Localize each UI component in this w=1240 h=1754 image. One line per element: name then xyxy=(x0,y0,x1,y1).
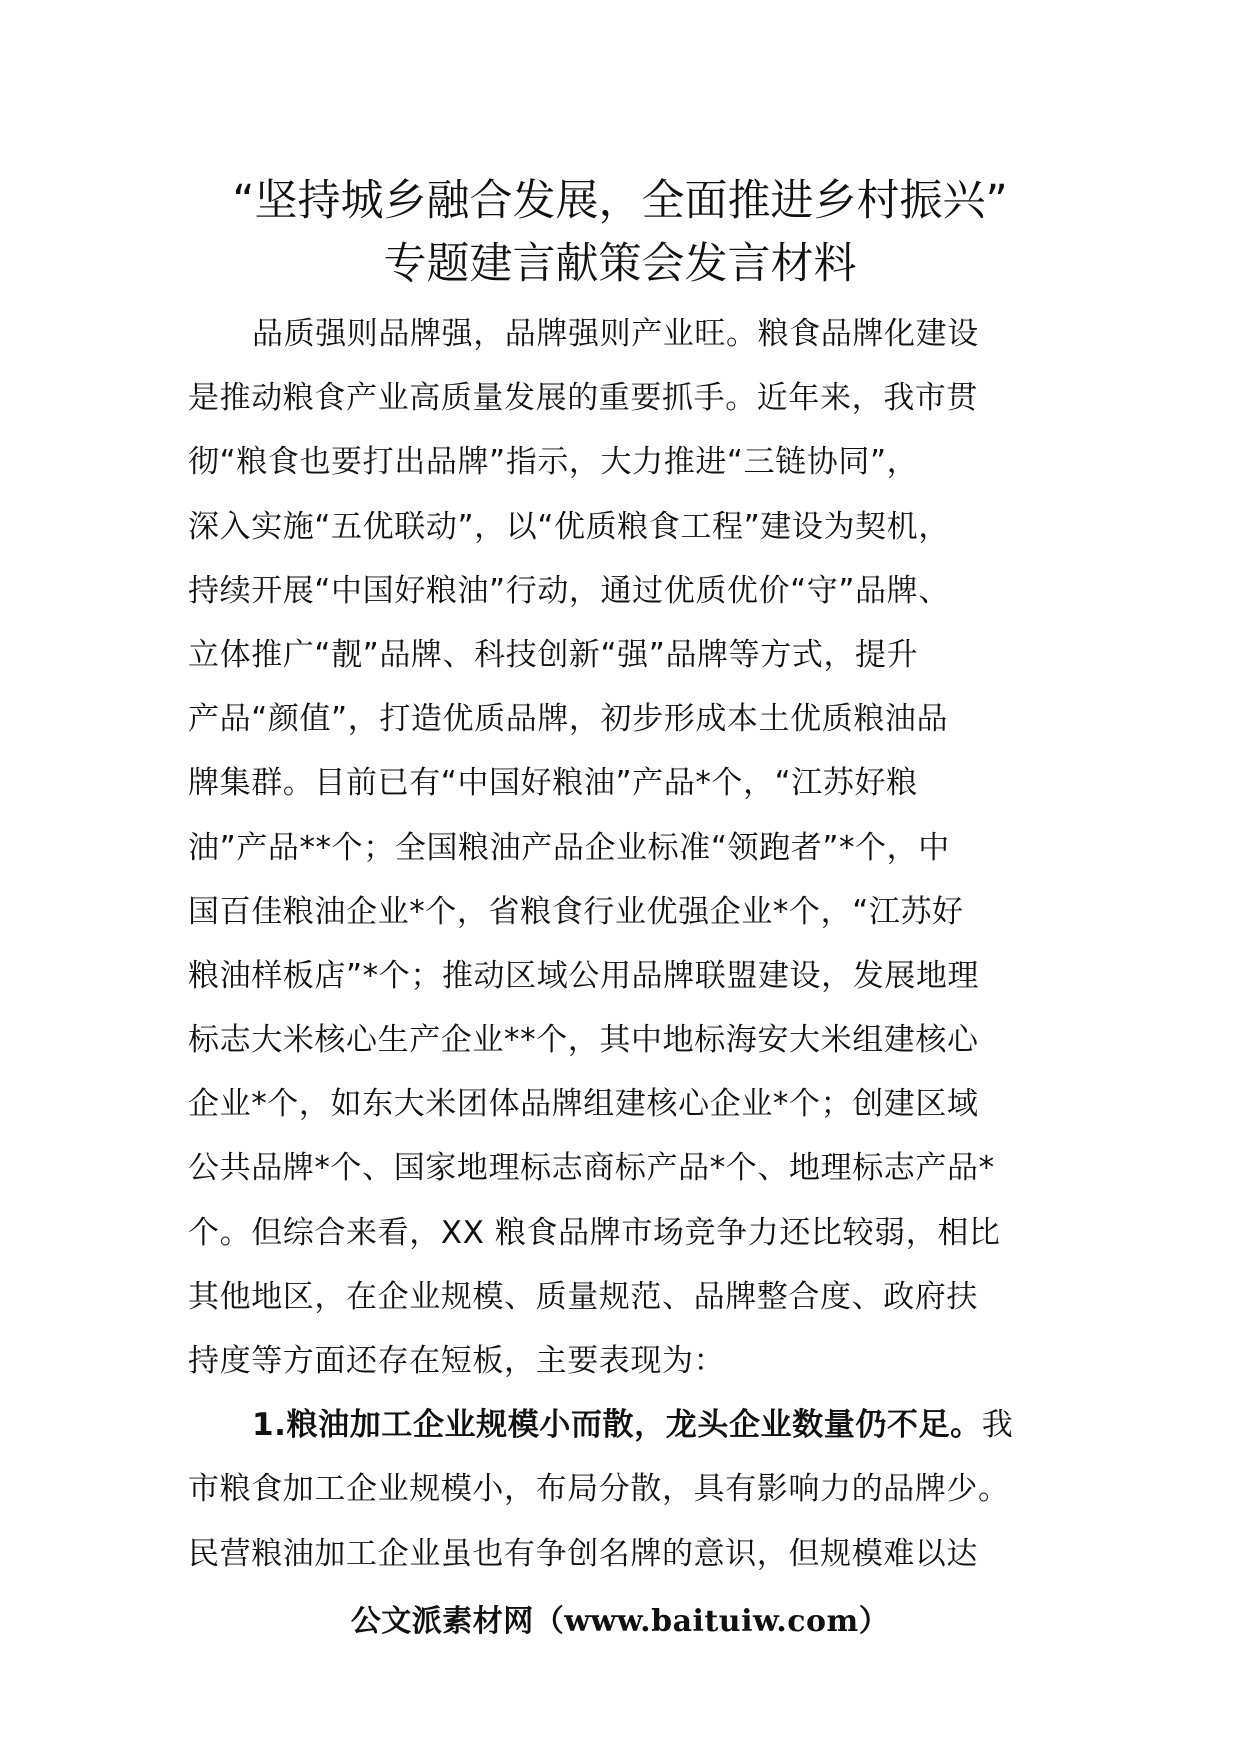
paragraph-line: 是推动粮食产业高质量发展的重要抓手。近年来，我市贯 xyxy=(188,380,978,417)
paragraph-line: 国百佳粮油企业*个，省粮食行业优强企业*个，“江苏好 xyxy=(188,893,964,930)
paragraph-line: 产品“颜值”，打造优质品牌，初步形成本土优质粮油品 xyxy=(188,701,949,738)
document-body xyxy=(188,302,1068,1586)
paragraph-line: 持续开展“中国好粮油”行动，通过优质优价“守”品牌、 xyxy=(188,572,950,609)
paragraph-line: 市粮食加工企业规模小，布局分散，具有影响力的品牌少。 xyxy=(188,1471,1010,1508)
document-title-line-2: 专题建言献策会发言材料 xyxy=(383,239,857,289)
paragraph-line: 品质强则品牌强，品牌强则产业旺。粮食品牌化建设 xyxy=(252,316,979,352)
paragraph-line: 企业*个，如东大米团体品牌组建核心企业*个；创建区域 xyxy=(188,1086,979,1123)
paragraph-line: 粮油样板店”*个；推动区域公用品牌联盟建设，发展地理 xyxy=(188,957,980,994)
document-title-line-1: “坚持城乡融合发展，全面推进乡村振兴” xyxy=(232,176,1008,226)
paragraph-line: 个。但综合来看，XX 粮食品牌市场竞争力还比较弱，相比 xyxy=(188,1214,1001,1251)
paragraph-line: 彻“粮食也要打出品牌”指示，大力推进“三链协同”， xyxy=(188,444,919,481)
paragraph-line: 其他地区，在企业规模、质量规范、品牌整合度、政府扶 xyxy=(188,1278,978,1315)
paragraph-line: 牌集群。目前已有“中国好粮油”产品*个，“江苏好粮 xyxy=(188,765,918,802)
paragraph-line: 深入实施“五优联动”，以“优质粮食工程”建设为契机， xyxy=(188,508,950,545)
paragraph-line: 持度等方面还存在短板，主要表现为： xyxy=(188,1343,726,1379)
paragraph-line: 公共品牌*个、国家地理标志商标产品*个、地理标志产品* xyxy=(188,1150,995,1187)
point-1-first-line xyxy=(188,1393,1068,1457)
footer-watermark: 公文派素材网（www.baituiw.com） xyxy=(350,1604,890,1639)
point-1-heading-tail: 我 xyxy=(981,1407,1014,1444)
paragraph-line: 标志大米核心生产企业**个，其中地标海安大米组建核心 xyxy=(188,1022,979,1059)
paragraph-line: 油”产品**个；全国粮油产品企业标准“领跑者”*个，中 xyxy=(188,829,950,866)
point-1-heading: 1.粮油加工企业规模小而散，龙头企业数量仍不足。 xyxy=(252,1407,982,1444)
paragraph-line: 民营粮油加工企业虽也有争创名牌的意识，但规模难以达 xyxy=(188,1535,978,1572)
paragraph-line: 立体推广“靓”品牌、科技创新“强”品牌等方式，提升 xyxy=(188,636,919,673)
